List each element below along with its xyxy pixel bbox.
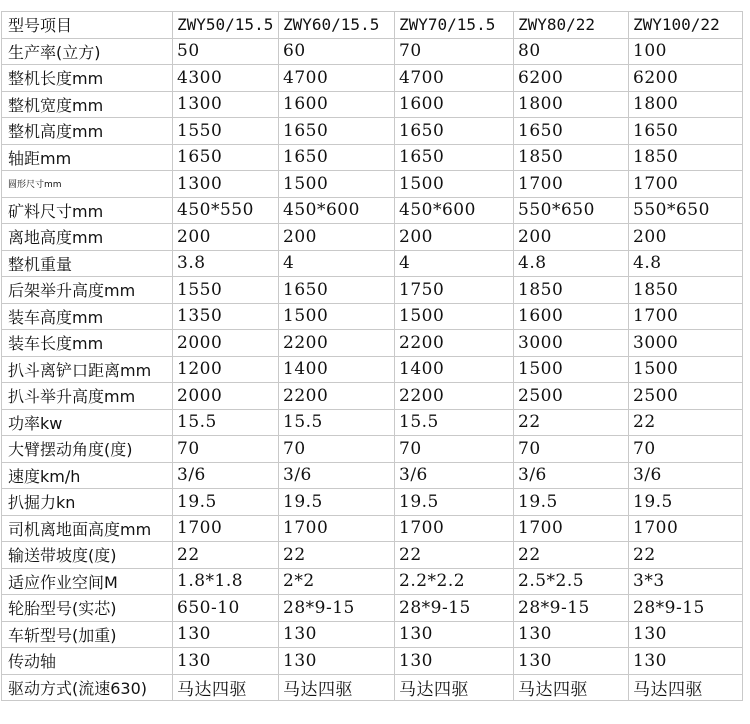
table-cell: 70 xyxy=(629,436,743,463)
table-cell: 1500 xyxy=(395,171,514,198)
table-cell: 1850 xyxy=(514,144,629,171)
table-cell: 22 xyxy=(514,409,629,436)
table-cell: 19.5 xyxy=(629,489,743,516)
table-cell: 100 xyxy=(629,38,743,65)
table-cell: 22 xyxy=(629,409,743,436)
table-cell: 19.5 xyxy=(514,489,629,516)
table-cell: 22 xyxy=(514,542,629,569)
table-cell: 22 xyxy=(173,542,279,569)
table-cell: 19.5 xyxy=(173,489,279,516)
table-cell: 1850 xyxy=(629,144,743,171)
table-cell: 200 xyxy=(395,224,514,251)
row-label: 整机高度mm xyxy=(2,118,173,145)
table-cell: 3.8 xyxy=(173,250,279,277)
table-cell: 550*650 xyxy=(514,197,629,224)
table-row xyxy=(2,515,743,542)
table-cell: 3000 xyxy=(514,330,629,357)
table-cell: 130 xyxy=(395,621,514,648)
table-cell: 15.5 xyxy=(173,409,279,436)
table-cell: 1400 xyxy=(395,356,514,383)
table-cell: 15.5 xyxy=(395,409,514,436)
table-cell: 1750 xyxy=(395,277,514,304)
model-name: ZWY50/15.5 xyxy=(173,12,279,39)
table-cell: 2000 xyxy=(173,383,279,410)
table-cell: 60 xyxy=(279,38,395,65)
table-row xyxy=(2,38,743,65)
spec-table-body xyxy=(2,12,743,701)
row-label: 司机离地面高度mm xyxy=(2,515,173,542)
table-cell: 4700 xyxy=(395,65,514,92)
table-cell: 1650 xyxy=(173,144,279,171)
row-label: 圆形尺寸mm xyxy=(2,171,173,198)
table-cell: 1650 xyxy=(514,118,629,145)
table-cell: 1500 xyxy=(629,356,743,383)
row-label: 扒斗举升高度mm xyxy=(2,383,173,410)
table-cell: 4700 xyxy=(279,65,395,92)
table-cell: 2*2 xyxy=(279,568,395,595)
table-cell: 28*9-15 xyxy=(279,595,395,622)
table-cell: 2200 xyxy=(395,383,514,410)
table-cell: 1700 xyxy=(629,171,743,198)
row-label: 生产率(立方) xyxy=(2,38,173,65)
table-cell: 1700 xyxy=(395,515,514,542)
table-cell: 2500 xyxy=(514,383,629,410)
table-cell: 1700 xyxy=(279,515,395,542)
model-name: ZWY80/22 xyxy=(514,12,629,39)
row-label: 适应作业空间M xyxy=(2,568,173,595)
table-cell: 6200 xyxy=(629,65,743,92)
table-cell: 1500 xyxy=(279,171,395,198)
table-cell: 130 xyxy=(629,621,743,648)
table-row xyxy=(2,383,743,410)
table-cell: 130 xyxy=(279,648,395,675)
table-row xyxy=(2,224,743,251)
table-cell: 4300 xyxy=(173,65,279,92)
row-label: 整机重量 xyxy=(2,250,173,277)
table-cell: 1700 xyxy=(629,515,743,542)
row-label: 传动轴 xyxy=(2,648,173,675)
table-row xyxy=(2,436,743,463)
table-cell: 1800 xyxy=(629,91,743,118)
table-cell: 80 xyxy=(514,38,629,65)
row-label: 离地高度mm xyxy=(2,224,173,251)
row-label: 扒斗离铲口距离mm xyxy=(2,356,173,383)
table-cell: 200 xyxy=(514,224,629,251)
table-cell: 130 xyxy=(514,648,629,675)
table-cell: 550*650 xyxy=(629,197,743,224)
table-cell: 4.8 xyxy=(514,250,629,277)
table-cell: 3/6 xyxy=(514,462,629,489)
table-cell: 2200 xyxy=(279,330,395,357)
spec-table xyxy=(1,11,743,701)
table-row xyxy=(2,356,743,383)
table-cell: 1650 xyxy=(395,144,514,171)
table-cell: 200 xyxy=(629,224,743,251)
table-cell: 3000 xyxy=(629,330,743,357)
table-cell: 1700 xyxy=(629,303,743,330)
table-cell: 1.8*1.8 xyxy=(173,568,279,595)
table-cell: 马达四驱 xyxy=(279,674,395,701)
table-row xyxy=(2,489,743,516)
row-label: 后架举升高度mm xyxy=(2,277,173,304)
table-cell: 130 xyxy=(629,648,743,675)
table-cell: 2200 xyxy=(395,330,514,357)
table-cell: 3/6 xyxy=(173,462,279,489)
table-cell: 1500 xyxy=(279,303,395,330)
table-cell: 28*9-15 xyxy=(395,595,514,622)
row-label: 车斩型号(加重) xyxy=(2,621,173,648)
table-cell: 19.5 xyxy=(395,489,514,516)
table-cell: 4.8 xyxy=(629,250,743,277)
table-cell: 19.5 xyxy=(279,489,395,516)
table-cell: 450*550 xyxy=(173,197,279,224)
table-row xyxy=(2,621,743,648)
table-cell: 70 xyxy=(395,436,514,463)
table-cell: 1350 xyxy=(173,303,279,330)
table-cell: 1650 xyxy=(279,277,395,304)
table-cell: 4 xyxy=(279,250,395,277)
table-cell: 1300 xyxy=(173,171,279,198)
table-cell: 1600 xyxy=(395,91,514,118)
row-label: 大臂摆动角度(度) xyxy=(2,436,173,463)
table-cell: 2000 xyxy=(173,330,279,357)
row-label: 装车长度mm xyxy=(2,330,173,357)
table-row xyxy=(2,674,743,701)
row-label: 整机长度mm xyxy=(2,65,173,92)
table-cell: 200 xyxy=(173,224,279,251)
table-cell: 1200 xyxy=(173,356,279,383)
table-cell: 28*9-15 xyxy=(629,595,743,622)
table-cell: 450*600 xyxy=(395,197,514,224)
table-row xyxy=(2,330,743,357)
model-name: ZWY60/15.5 xyxy=(279,12,395,39)
table-cell: 1600 xyxy=(279,91,395,118)
table-row xyxy=(2,250,743,277)
table-cell: 15.5 xyxy=(279,409,395,436)
table-cell: 1300 xyxy=(173,91,279,118)
table-row xyxy=(2,568,743,595)
model-name: ZWY70/15.5 xyxy=(395,12,514,39)
row-label: 驱动方式(流速630) xyxy=(2,674,173,701)
table-cell: 2200 xyxy=(279,383,395,410)
model-name: ZWY100/22 xyxy=(629,12,743,39)
table-cell: 130 xyxy=(173,648,279,675)
row-label: 矿料尺寸mm xyxy=(2,197,173,224)
table-cell: 22 xyxy=(395,542,514,569)
table-cell: 650-10 xyxy=(173,595,279,622)
table-cell: 1500 xyxy=(395,303,514,330)
table-cell: 马达四驱 xyxy=(514,674,629,701)
table-cell: 1650 xyxy=(279,118,395,145)
table-cell: 3/6 xyxy=(279,462,395,489)
table-cell: 3/6 xyxy=(395,462,514,489)
header-label: 型号项目 xyxy=(2,12,173,39)
table-cell: 1650 xyxy=(279,144,395,171)
table-cell: 1850 xyxy=(514,277,629,304)
table-cell: 1550 xyxy=(173,277,279,304)
table-row xyxy=(2,171,743,198)
table-cell: 1700 xyxy=(514,171,629,198)
table-row xyxy=(2,542,743,569)
table-cell: 1700 xyxy=(173,515,279,542)
table-cell: 1500 xyxy=(514,356,629,383)
table-cell: 2500 xyxy=(629,383,743,410)
table-cell: 450*600 xyxy=(279,197,395,224)
table-cell: 70 xyxy=(514,436,629,463)
table-row xyxy=(2,409,743,436)
table-row xyxy=(2,197,743,224)
table-cell: 1400 xyxy=(279,356,395,383)
row-label: 轮胎型号(实芯) xyxy=(2,595,173,622)
table-cell: 1600 xyxy=(514,303,629,330)
row-label: 装车高度mm xyxy=(2,303,173,330)
table-row xyxy=(2,91,743,118)
table-cell: 200 xyxy=(279,224,395,251)
table-cell: 6200 xyxy=(514,65,629,92)
table-row xyxy=(2,595,743,622)
table-cell: 马达四驱 xyxy=(395,674,514,701)
row-label: 扒掘力kn xyxy=(2,489,173,516)
table-row xyxy=(2,648,743,675)
table-row xyxy=(2,277,743,304)
table-cell: 2.2*2.2 xyxy=(395,568,514,595)
table-cell: 22 xyxy=(279,542,395,569)
table-cell: 2.5*2.5 xyxy=(514,568,629,595)
table-cell: 70 xyxy=(395,38,514,65)
table-cell: 1700 xyxy=(514,515,629,542)
row-label: 速度km/h xyxy=(2,462,173,489)
table-cell: 3*3 xyxy=(629,568,743,595)
table-cell: 1650 xyxy=(395,118,514,145)
row-label: 功率kw xyxy=(2,409,173,436)
row-label: 整机宽度mm xyxy=(2,91,173,118)
table-cell: 4 xyxy=(395,250,514,277)
table-cell: 3/6 xyxy=(629,462,743,489)
table-cell: 1850 xyxy=(629,277,743,304)
table-cell: 1650 xyxy=(629,118,743,145)
table-cell: 1800 xyxy=(514,91,629,118)
table-row xyxy=(2,144,743,171)
header-row xyxy=(2,12,743,39)
table-cell: 130 xyxy=(395,648,514,675)
table-row xyxy=(2,65,743,92)
table-cell: 马达四驱 xyxy=(173,674,279,701)
table-cell: 130 xyxy=(173,621,279,648)
table-cell: 1550 xyxy=(173,118,279,145)
table-cell: 50 xyxy=(173,38,279,65)
row-label: 输送带坡度(度) xyxy=(2,542,173,569)
table-row xyxy=(2,118,743,145)
table-row xyxy=(2,303,743,330)
row-label: 轴距mm xyxy=(2,144,173,171)
table-cell: 70 xyxy=(173,436,279,463)
table-cell: 70 xyxy=(279,436,395,463)
table-row xyxy=(2,462,743,489)
table-cell: 130 xyxy=(514,621,629,648)
table-cell: 28*9-15 xyxy=(514,595,629,622)
table-cell: 马达四驱 xyxy=(629,674,743,701)
table-cell: 130 xyxy=(279,621,395,648)
table-cell: 22 xyxy=(629,542,743,569)
